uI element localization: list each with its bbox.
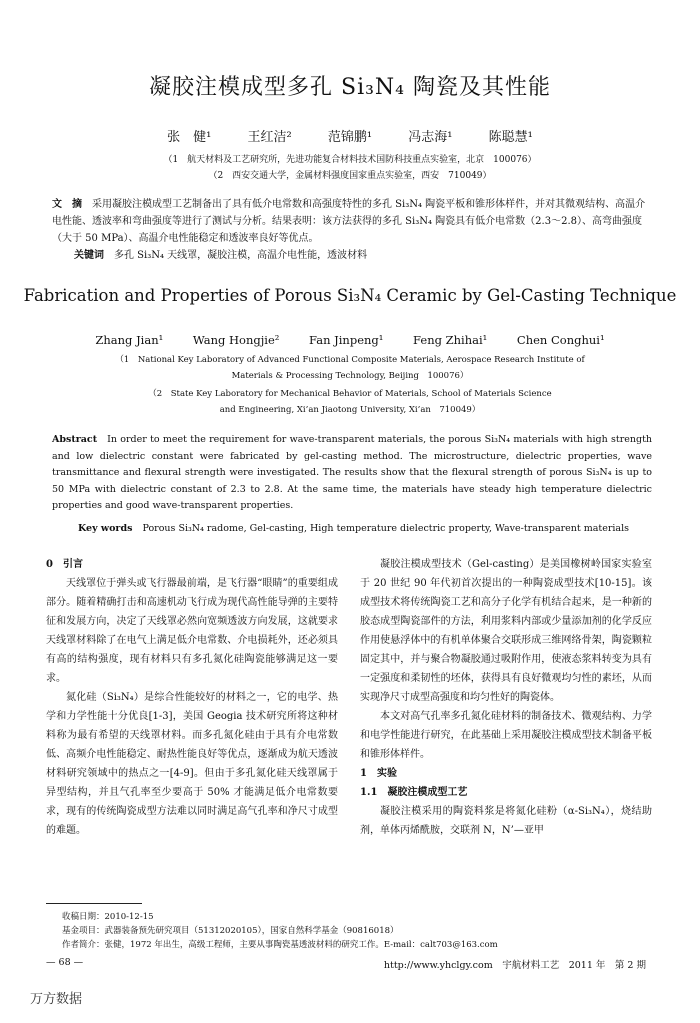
author-en: Feng Zhihai¹ [413, 333, 488, 347]
body-column-left [46, 555, 338, 840]
affiliation-cn: （2 西安交通大学，金属材料强度国家重点实验室，西安 710049） [208, 171, 492, 181]
affiliation-en: and Engineering, Xi’an Jiaotong University, Xi’an 710049） [219, 405, 481, 415]
author-cn: 冯志海¹ [408, 130, 453, 145]
keywords-label-cn: 关键词 [74, 250, 104, 261]
keywords-label-en: Key words [78, 523, 133, 534]
page-number: — 68 — [46, 957, 84, 968]
affiliation-en: （2 State Key Laboratory for Mechanical Behavior of Materials, School of Materials Science [148, 389, 552, 399]
keywords-text-cn: 多孔 Si₃N₄ 天线罩，凝胶注模，高温介电性能，透波材料 [114, 250, 368, 261]
paragraph: 本文对高气孔率多孔氮化硅材料的制备技术、微观结构、力学和电学性能进行研究，在此基础上采用凝胶注模成型技术制备平板和锥形体样件。 [360, 711, 652, 760]
affiliation-cn: （1 航天材料及工艺研究所，先进功能复合材料技术国防科技重点实验室，北京 100076） [163, 155, 537, 165]
keywords-en [52, 521, 652, 538]
section-heading: 1 实验 [360, 768, 397, 779]
abstract-en [52, 432, 652, 515]
paper-title-cn: 凝胶注模成型多孔 Si₃N₄ 陶瓷及其性能 [149, 75, 551, 100]
journal-footer: http://www.yhclgy.com 宇航材料工艺 2011 年 第 2 期 [383, 960, 646, 971]
paragraph: 凝胶注模采用的陶瓷料浆是将氮化硅粉（α-Si₃N₄），烧结助剂，单体丙烯酰胺，交联剂 N，N’—亚甲 [360, 806, 652, 836]
author-cn: 陈聪慧¹ [488, 130, 533, 145]
author-en: Wang Hongjie² [192, 333, 280, 347]
paragraph: 凝胶注模成型技术（Gel-casting）是美国橡树岭国家实验室于 20 世纪 90 年代初首次提出的一种陶瓷成型技术[10-15]。该成型技术将传统陶瓷工艺和高分子化学有机结合起来，是一种新的胶态成型陶瓷部件的方法，利用浆料内部或少量添加剂的化学反应作用使悬浮体中的有机单体聚合交联形成三维网络骨架，陶瓷颗粒固定其中，并与聚合物凝胶通过吸附作用，使液态浆料转变为具有一定强度和柔韧性的坯体，获得具有良好微观均匀性的素坯，从而实现净尺寸成型高强度和均匀性好的陶瓷体。 [360, 559, 652, 703]
footnote-author: 作者简介：张健，1972 年出生，高级工程师，主要从事陶瓷基透波材料的研究工作。E-mail：calt703@163.com [62, 940, 498, 950]
section-heading: 0 引言 [46, 559, 83, 570]
keywords-text-en: Porous Si₃N₄ radome, Gel-casting, High temperature dielectric property, Wave-transparent materials [142, 523, 630, 534]
footnote-received: 收稿日期：2010-12-15 [62, 912, 154, 922]
author-en: Chen Conghui¹ [516, 333, 605, 347]
author-cn: 张 健¹ [167, 130, 212, 145]
author-cn: 王红洁² [247, 130, 292, 145]
author-list-cn [0, 126, 700, 145]
keywords-cn [52, 247, 652, 264]
watermark: 万方数据 [30, 992, 83, 1007]
abstract-text-en: In order to meet the requirement for wave-transparent materials, the porous Si₃N₄ materials with high strength and low dielectric constant were fabricated by gel-casting method. The microstructure, dielectric properties, wave transmittance and flexural strength were investigated. The results show that the flexural strength of porous Si₃N₄ is up to 50 MPa with dielectric constant of 2.3 to 2.8. At the same time, the materials have steady high temperature dielectric properties and good wave-transparent properties. [52, 434, 652, 511]
author-en: Zhang Jian¹ [95, 333, 164, 347]
subsection-heading: 1.1 凝胶注模成型工艺 [360, 787, 468, 798]
abstract-cn [52, 196, 652, 264]
abstract-label-en: Abstract [52, 434, 98, 445]
author-cn: 范锦鹏¹ [327, 130, 373, 145]
abstract-label-cn: 文 摘 [52, 199, 82, 210]
author-list-en [0, 333, 700, 347]
paragraph: 氮化硅（Si₃N₄）是综合性能较好的材料之一，它的电学、热学和力学性能十分优良[1-3]，美国 Geogia 技术研究所将这种材料称为最有希望的天线罩材料。而多孔氮化硅由于具有介电常数低、高频介电性能稳定、耐热性能良好等优点，逐渐成为航天透波材料研究领域中的热点之一[4-9]。但由于多孔氮化硅天线罩属于异型结构，并且气孔率至少要高于 50% 才能满足低介电常数要求，现有的传统陶瓷成型方法难以同时满足高气孔率和净尺寸成型的难题。 [46, 692, 338, 836]
abstract-text-cn: 采用凝胶注模成型工艺制备出了具有低介电常数和高强度特性的多孔 Si₃N₄ 陶瓷平板和锥形体样件，并对其微观结构、高温介电性能、透波率和弯曲强度等进行了测试与分析。结果表明：该方法获得的多孔 Si₃N₄ 陶瓷具有低介电常数（2.3～2.8）、高弯曲强度（大于 50 MPa）、高温介电性能稳定和透波率良好等优点。 [52, 199, 646, 244]
paragraph: 天线罩位于弹头或飞行器最前端，是飞行器“眼睛”的重要组成部分。随着精确打击和高速机动飞行成为现代高性能导弹的主要特征和发展方向，决定了天线罩必然向宽频透波方向发展，这就要求天线罩材料除了在电气上满足低介电常数、介电损耗外，还必须具有高的结构强度，现有材料只有多孔氮化硅陶瓷能够满足这一要求。 [46, 578, 338, 684]
footnote-funding: 基金项目：武器装备预先研究项目（51312020105），国家自然科学基金（90816018） [62, 926, 399, 936]
paper-title-en: Fabrication and Properties of Porous Si₃N₄ Ceramic by Gel-Casting Technique [23, 286, 677, 305]
footnote-divider [46, 903, 142, 904]
author-en: Fan Jinpeng¹ [309, 333, 384, 347]
body-column-right [360, 555, 652, 840]
affiliation-en: （1 National Key Laboratory of Advanced Functional Composite Materials, Aerospace Research Institute of [115, 355, 585, 365]
affiliation-en: Materials & Processing Technology, Beijing 100076） [231, 371, 469, 381]
